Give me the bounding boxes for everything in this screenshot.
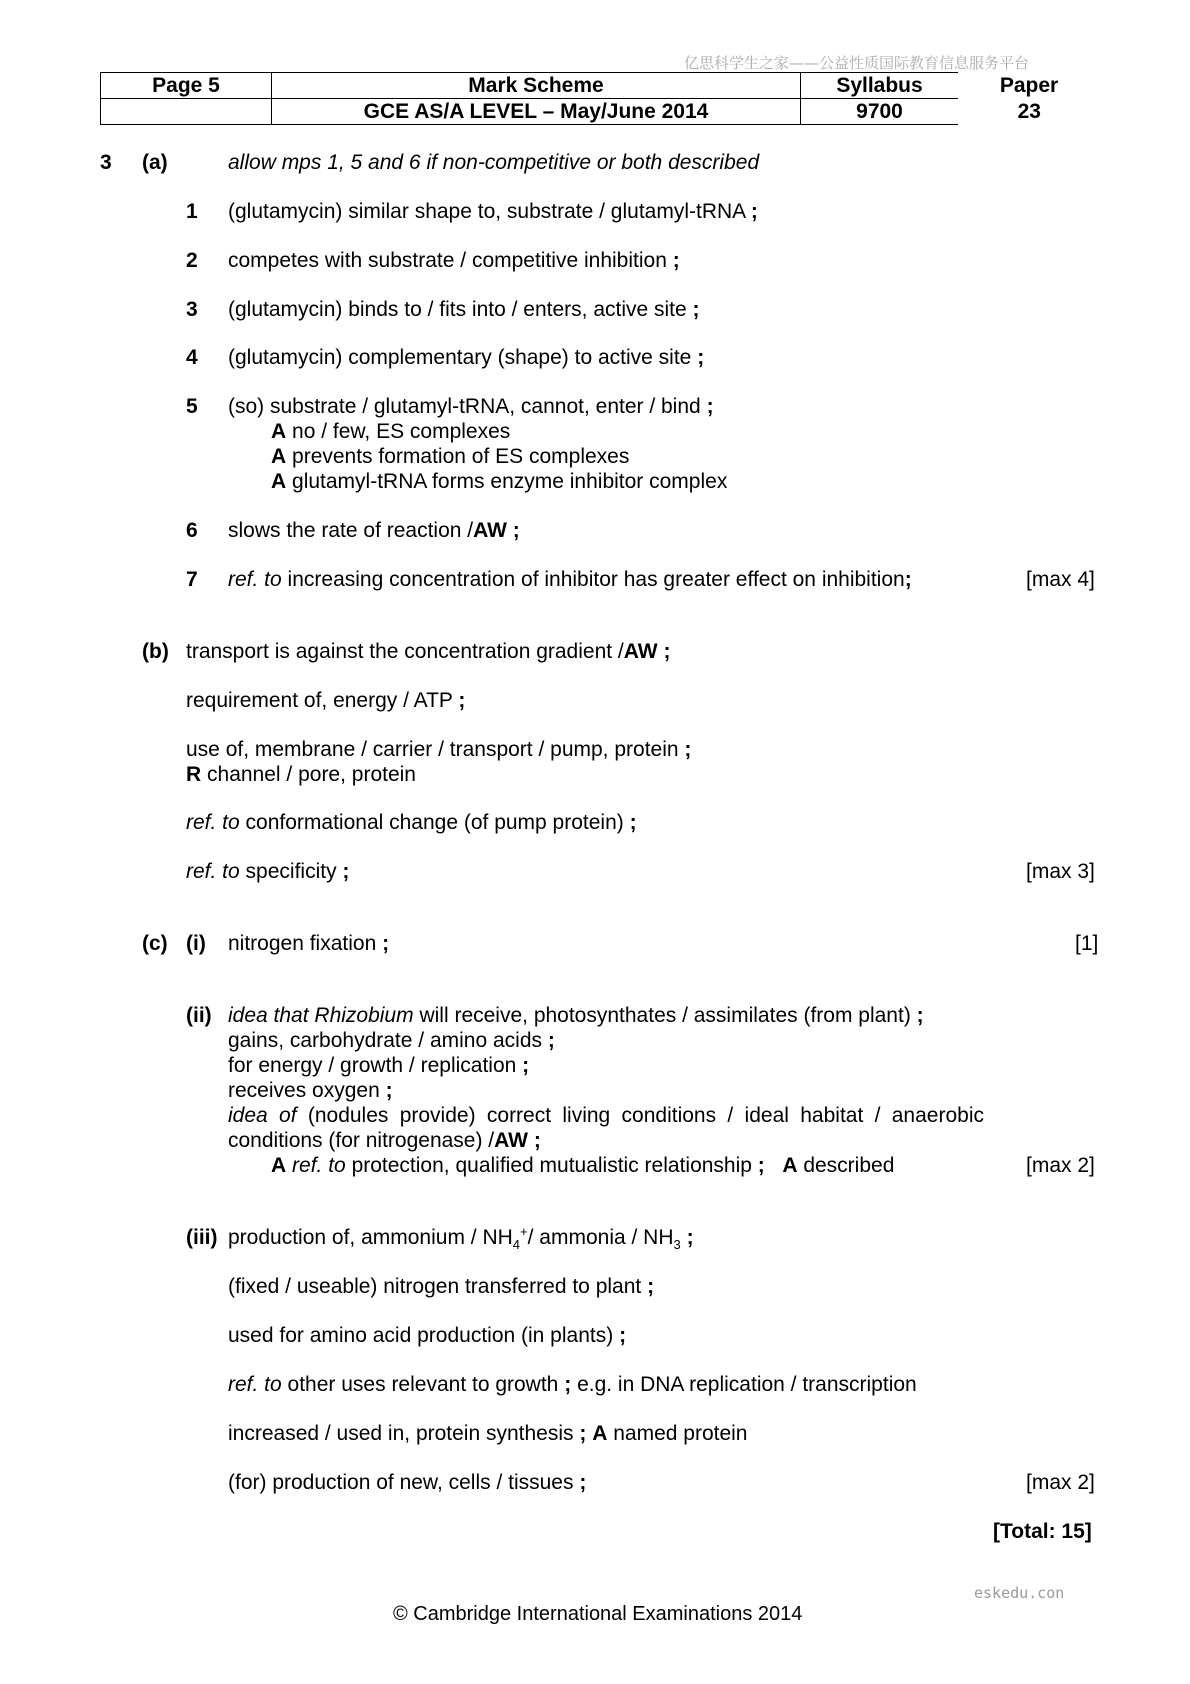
max-marks: [max 2]: [1026, 1154, 1095, 1177]
marking-point: conditions (for nitrogenase) /AW ;: [228, 1129, 541, 1152]
reject-note: R channel / pore, protein: [186, 763, 416, 786]
max-marks: [max 3]: [1026, 860, 1095, 883]
header-paper-label: Paper: [999, 74, 1059, 97]
header-paper-number: 23: [1017, 100, 1041, 123]
header-exam: GCE AS/A LEVEL – May/June 2014: [272, 99, 801, 125]
question-number: 3: [100, 151, 112, 174]
header-syllabus-label: Syllabus: [801, 73, 959, 99]
watermark-bottom: eskedu.con: [974, 1584, 1065, 1602]
marking-point: requirement of, energy / ATP ;: [186, 689, 466, 712]
accept-note: A prevents formation of ES complexes: [271, 445, 630, 468]
marking-point: (so) substrate / glutamyl-tRNA, cannot, enter / bind ;: [228, 395, 714, 418]
marking-point: ref. to increasing concentration of inhibitor has greater effect on inhibition;: [228, 568, 912, 591]
marking-point: (glutamycin) similar shape to, substrate / glutamyl-tRNA ;: [228, 200, 758, 223]
marking-point: receives oxygen ;: [228, 1079, 393, 1102]
marking-point: idea that Rhizobium will receive, photosynthates / assimilates (from plant) ;: [228, 1004, 924, 1027]
header-mark-scheme: Mark Scheme: [272, 73, 801, 99]
marking-point: for energy / growth / replication ;: [228, 1054, 530, 1077]
marking-point: use of, membrane / carrier / transport / pump, protein ;: [186, 738, 692, 761]
marking-point: (fixed / useable) nitrogen transferred to plant ;: [228, 1275, 655, 1298]
marking-point: ref. to other uses relevant to growth ; e.g. in DNA replication / transcription: [228, 1373, 917, 1396]
marking-point: transport is against the concentration gradient /AW ;: [186, 640, 671, 663]
accept-note: A glutamyl-tRNA forms enzyme inhibitor complex: [271, 470, 728, 493]
header-syllabus-code: 9700: [801, 99, 959, 125]
max-marks: [max 2]: [1026, 1471, 1095, 1494]
point-number: 7: [186, 568, 198, 591]
marking-point: used for amino acid production (in plants) ;: [228, 1324, 627, 1347]
watermark-top: 亿思科学生之家——公益性质国际教育信息服务平台: [684, 54, 1030, 72]
point-number: 6: [186, 519, 198, 542]
header-empty-cell: [101, 99, 272, 125]
subpart-iii-label: (iii): [186, 1226, 218, 1249]
marking-point: gains, carbohydrate / amino acids ;: [228, 1029, 555, 1052]
point-number: 5: [186, 395, 198, 418]
header-table: [100, 72, 1101, 125]
max-marks: [max 4]: [1026, 568, 1095, 591]
part-a-intro: allow mps 1, 5 and 6 if non-competitive or both described: [228, 151, 760, 174]
marking-point: increased / used in, protein synthesis ; A named protein: [228, 1422, 748, 1445]
subpart-i-label: (i): [186, 932, 206, 955]
marking-point: ref. to specificity ;: [186, 860, 350, 883]
marking-point: ref. to conformational change (of pump protein) ;: [186, 811, 637, 834]
marking-point: competes with substrate / competitive inhibition ;: [228, 249, 680, 272]
part-a-label: (a): [142, 151, 168, 174]
page-number: Page 5: [101, 73, 272, 99]
subpart-ii-label: (ii): [186, 1004, 212, 1027]
marks: [1]: [1075, 932, 1099, 955]
part-c-label: (c): [142, 932, 168, 955]
accept-note: A ref. to protection, qualified mutualistic relationship ; A described: [271, 1154, 895, 1177]
marking-point: (glutamycin) binds to / fits into / enters, active site ;: [228, 298, 700, 321]
marking-point: (glutamycin) complementary (shape) to active site ;: [228, 346, 705, 369]
marking-point: idea of (nodules provide) correct living conditions / ideal habitat / anaerobic: [228, 1104, 984, 1127]
point-number: 1: [186, 200, 198, 223]
marking-point: (for) production of new, cells / tissues ;: [228, 1471, 587, 1494]
footer-copyright: © Cambridge International Examinations 2014: [393, 1603, 803, 1625]
point-number: 4: [186, 346, 198, 369]
part-b-label: (b): [142, 640, 169, 663]
marking-point: production of, ammonium / $NH_4^+/$ ammonia / $NH_3$ ;: [228, 1224, 694, 1253]
point-number: 3: [186, 298, 198, 321]
point-number: 2: [186, 249, 198, 272]
marking-point: nitrogen fixation ;: [228, 932, 390, 955]
total-marks: [Total: 15]: [993, 1520, 1092, 1543]
accept-note: A no / few, ES complexes: [271, 420, 511, 443]
marking-point: slows the rate of reaction /AW ;: [228, 519, 520, 542]
